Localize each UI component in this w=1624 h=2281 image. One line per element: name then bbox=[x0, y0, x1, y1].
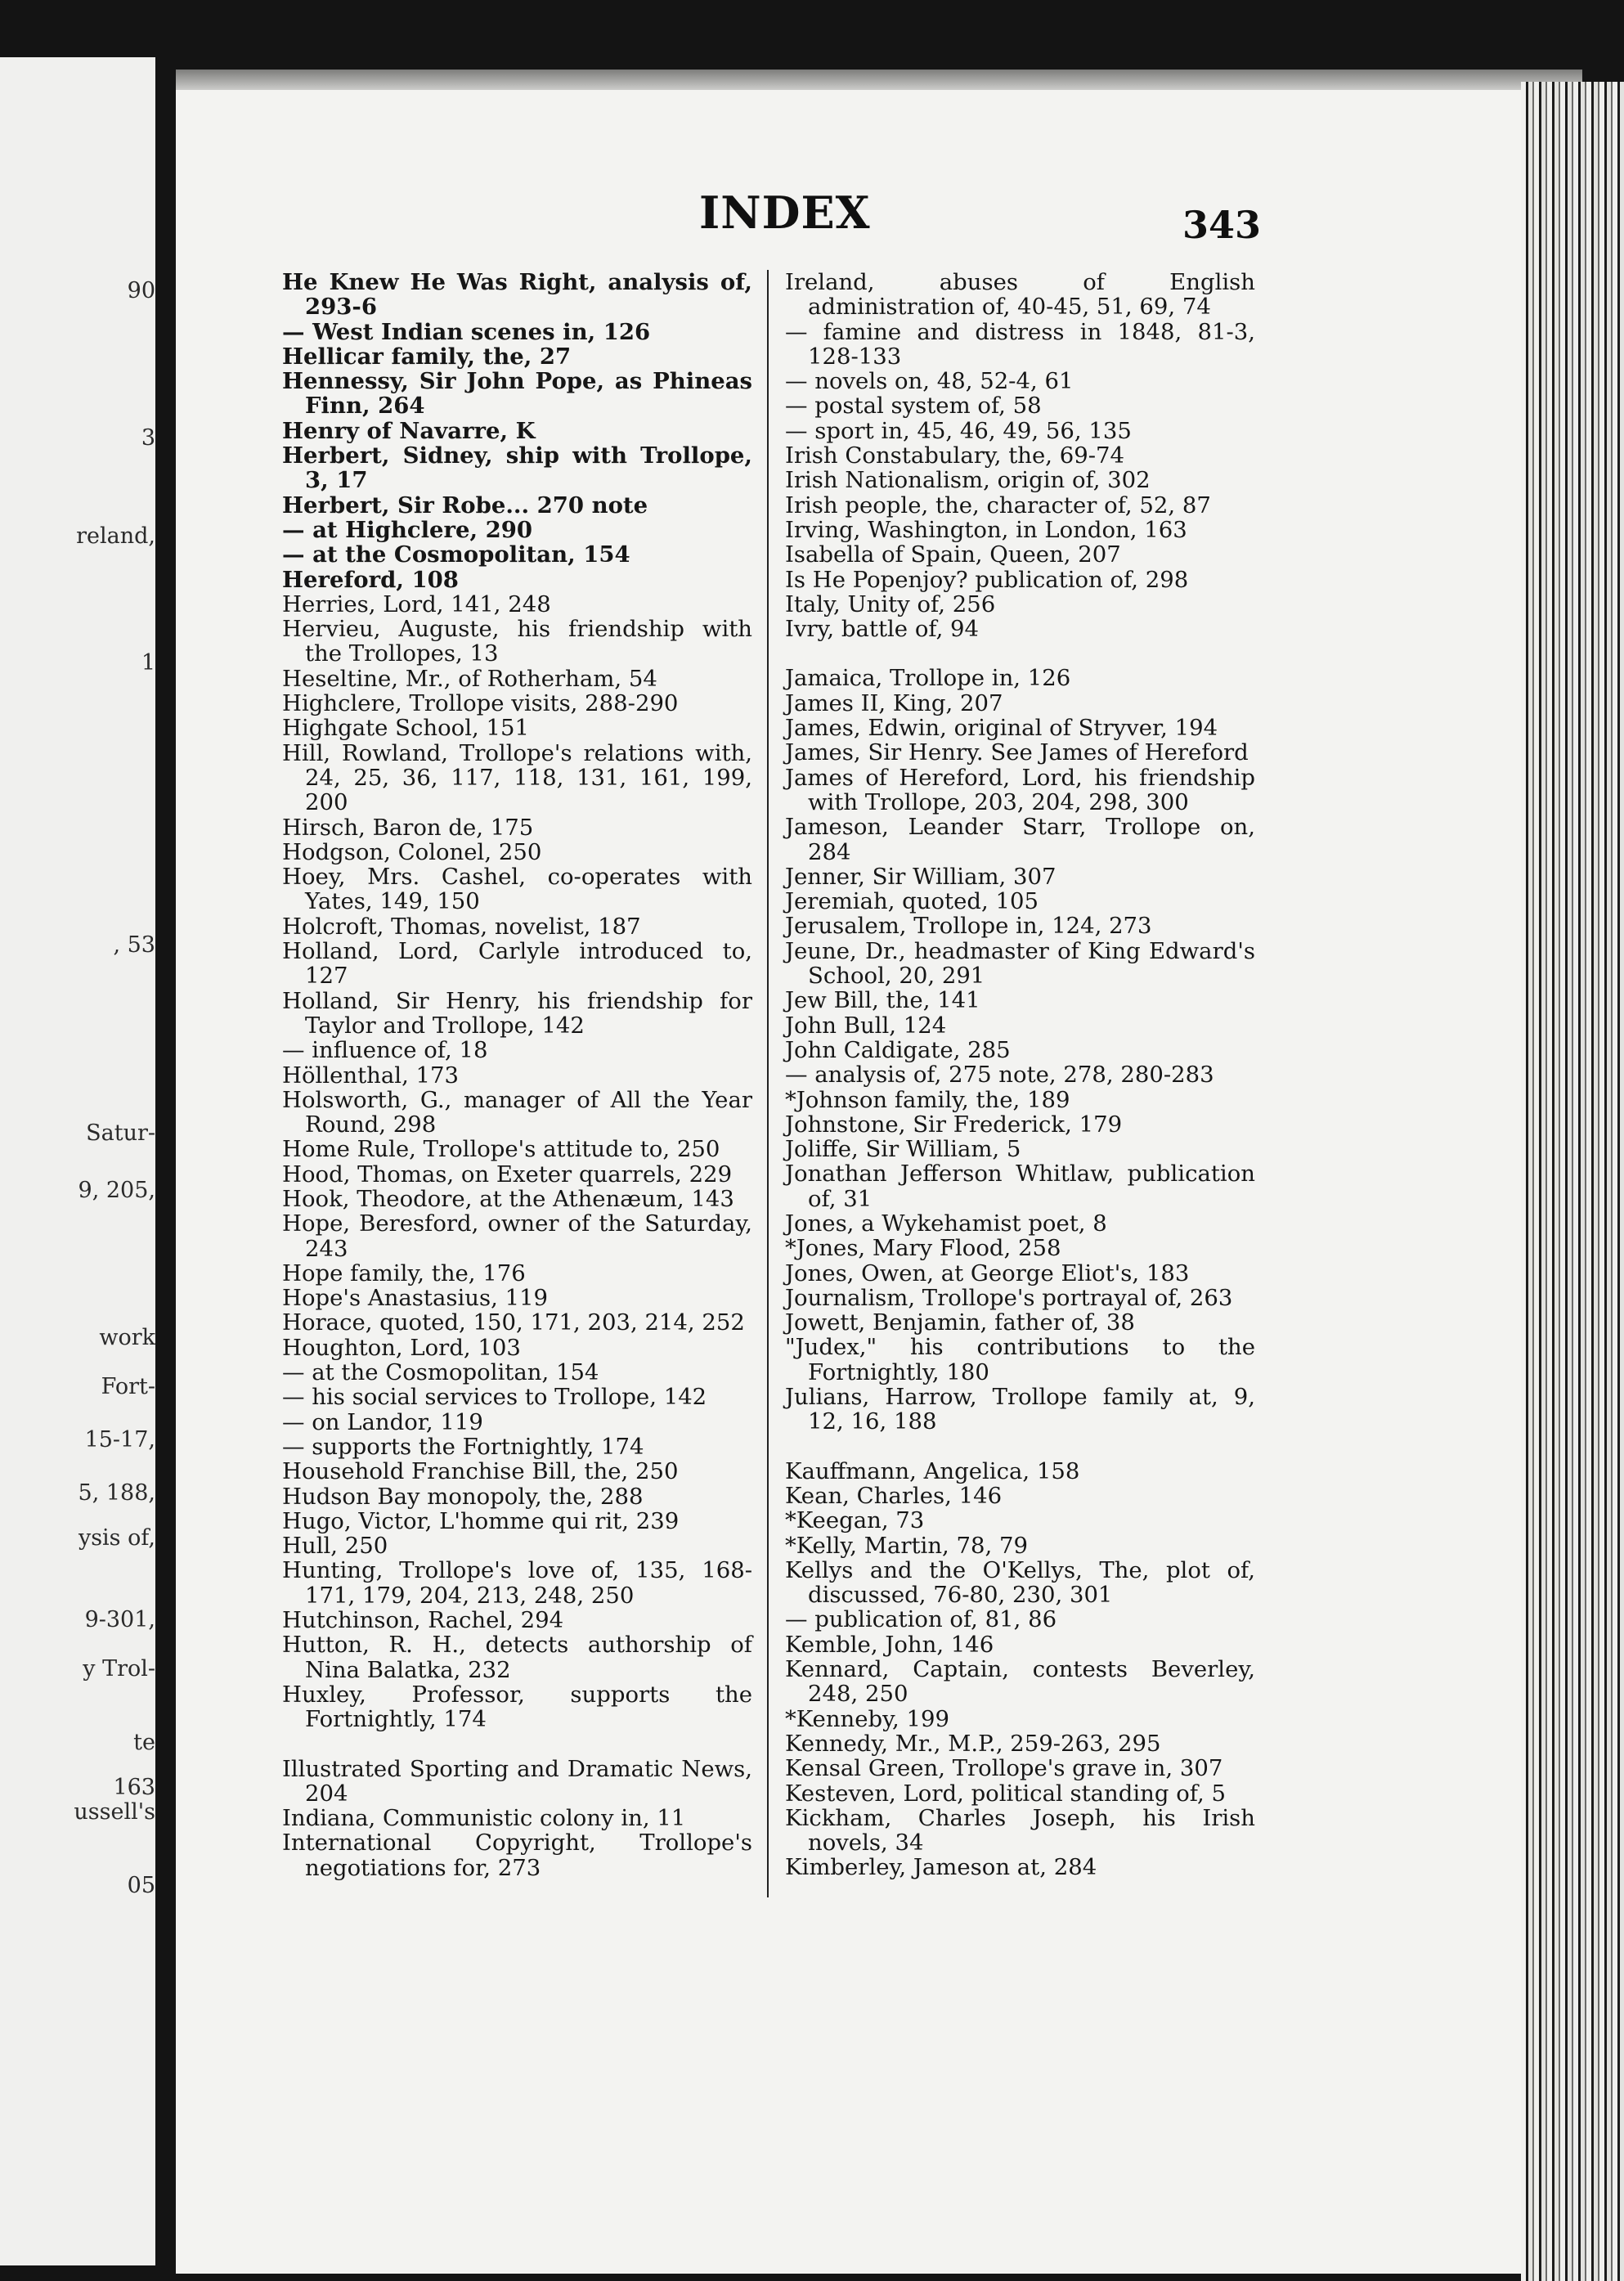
index-entry: Julians, Harrow, Trollope family at, 9, 12, 16, 188 bbox=[785, 1384, 1255, 1435]
index-entry: Holland, Lord, Carlyle introduced to, 127 bbox=[282, 938, 752, 990]
facing-page-text: 05 bbox=[127, 1873, 155, 1898]
index-entry: — publication of, 81, 86 bbox=[785, 1606, 1057, 1633]
index-entry: Hodgson, Colonel, 250 bbox=[282, 838, 542, 865]
index-entry: Highclere, Trollope visits, 288-290 bbox=[282, 690, 679, 717]
index-entry: — novels on, 48, 52-4, 61 bbox=[785, 368, 1074, 395]
index-entry: He Knew He Was Right, analysis of, 293-6 bbox=[282, 269, 752, 321]
index-entry: — his social services to Trollope, 142 bbox=[282, 1384, 707, 1411]
index-entry: Kimberley, Jameson at, 284 bbox=[785, 1854, 1097, 1881]
index-entry: Kellys and the O'Kellys, The, plot of, discussed, 76-80, 230, 301 bbox=[785, 1556, 1255, 1609]
index-entry: Kean, Charles, 146 bbox=[785, 1482, 1003, 1509]
index-entry: *Kenneby, 199 bbox=[785, 1705, 949, 1732]
index-entry: Hugo, Victor, L'homme qui rit, 239 bbox=[282, 1507, 680, 1534]
letter-section-gap bbox=[785, 641, 1255, 666]
index-entry: John Caldigate, 285 bbox=[785, 1036, 1011, 1063]
index-entry: Huxley, Professor, supports the Fortnightly, 174 bbox=[282, 1681, 752, 1733]
index-entry: Illustrated Sporting and Dramatic News, 204 bbox=[282, 1755, 752, 1807]
index-entry: Johnstone, Sir Frederick, 179 bbox=[785, 1111, 1123, 1138]
index-entry: Jerusalem, Trollope in, 124, 273 bbox=[785, 913, 1152, 940]
index-entry: James, Sir Henry. See James of Hereford bbox=[785, 739, 1249, 766]
index-column-left bbox=[282, 270, 752, 1880]
index-entry: Hellicar family, the, 27 bbox=[282, 343, 572, 370]
index-entry: Hudson Bay monopoly, the, 288 bbox=[282, 1483, 644, 1510]
letter-section-gap bbox=[785, 1435, 1255, 1459]
index-entry: — at the Cosmopolitan, 154 bbox=[282, 1359, 599, 1386]
index-entry: Kauffmann, Angelica, 158 bbox=[785, 1457, 1080, 1484]
index-entry: Ivry, battle of, 94 bbox=[785, 616, 980, 643]
index-entry: Household Franchise Bill, the, 250 bbox=[282, 1458, 679, 1485]
index-entry: Irish Nationalism, origin of, 302 bbox=[785, 467, 1151, 494]
facing-page-text: te bbox=[133, 1730, 155, 1755]
index-entry: Jowett, Benjamin, father of, 38 bbox=[785, 1309, 1135, 1336]
facing-page-text: ussell's bbox=[74, 1799, 155, 1825]
facing-page-text: 15-17, bbox=[84, 1427, 155, 1453]
index-entry: — at the Cosmopolitan, 154 bbox=[282, 541, 630, 568]
page-title: INDEX bbox=[699, 186, 871, 239]
index-entry: Irish Constabulary, the, 69-74 bbox=[785, 442, 1125, 469]
facing-page-text: 5, 188, bbox=[78, 1480, 155, 1506]
index-entry: Jeune, Dr., headmaster of King Edward's School, 20, 291 bbox=[785, 937, 1255, 990]
index-entry: Kennedy, Mr., M.P., 259-263, 295 bbox=[785, 1730, 1161, 1757]
index-entry: Indiana, Communistic colony in, 11 bbox=[282, 1805, 686, 1832]
facing-page-edge bbox=[0, 57, 155, 2265]
index-entry: Journalism, Trollope's portrayal of, 263 bbox=[785, 1284, 1233, 1311]
facing-page-text: 9-301, bbox=[84, 1607, 155, 1632]
index-entry: John Bull, 124 bbox=[785, 1012, 947, 1039]
index-entry: Holsworth, G., manager of All the Year Round, 298 bbox=[282, 1086, 752, 1138]
index-entry: Kickham, Charles Joseph, his Irish novels, 34 bbox=[785, 1804, 1255, 1857]
index-entry: Hood, Thomas, on Exeter quarrels, 229 bbox=[282, 1161, 733, 1188]
index-entry: Hill, Rowland, Trollope's relations with, 24, 25, 36, 117, 118, 131, 161, 199, 200 bbox=[282, 739, 752, 816]
facing-page-text: Satur- bbox=[86, 1120, 155, 1146]
facing-page-text: reland, bbox=[76, 523, 155, 549]
index-entry: Jew Bill, the, 141 bbox=[785, 987, 980, 1014]
index-entry: Jeremiah, quoted, 105 bbox=[785, 888, 1039, 915]
index-entry: Hunting, Trollope's love of, 135, 168-171, 179, 204, 213, 248, 250 bbox=[282, 1557, 752, 1609]
index-entry: Hennessy, Sir John Pope, as Phineas Finn, 264 bbox=[282, 368, 752, 420]
index-entry: Houghton, Lord, 103 bbox=[282, 1334, 521, 1361]
index-entry: James II, King, 207 bbox=[785, 689, 1003, 716]
index-entry: Joliffe, Sir William, 5 bbox=[785, 1136, 1021, 1163]
index-entry: Hutchinson, Rachel, 294 bbox=[282, 1607, 564, 1634]
index-entry: Jonathan Jefferson Whitlaw, publication of, 31 bbox=[785, 1161, 1255, 1212]
index-entry: Jones, Owen, at George Eliot's, 183 bbox=[785, 1259, 1190, 1286]
index-entry: "Judex," his contributions to the Fortnightly, 180 bbox=[785, 1334, 1255, 1385]
index-entry: — famine and distress in 1848, 81-3, 128-133 bbox=[785, 318, 1255, 370]
index-column-right bbox=[785, 270, 1255, 1880]
index-entry: — postal system of, 58 bbox=[785, 393, 1042, 420]
index-entry: James of Hereford, Lord, his friendship with Trollope, 203, 204, 298, 300 bbox=[785, 764, 1255, 815]
index-entry: Hope's Anastasius, 119 bbox=[282, 1285, 549, 1312]
index-entry: — at Highclere, 290 bbox=[282, 516, 533, 543]
index-entry: — influence of, 18 bbox=[282, 1037, 488, 1064]
index-entry: Herbert, Sidney, ship with Trollope, 3, 17 bbox=[282, 442, 752, 494]
index-entry: *Kelly, Martin, 78, 79 bbox=[785, 1532, 1028, 1559]
index-entry: Hook, Theodore, at the Athenæum, 143 bbox=[282, 1185, 734, 1212]
index-entry: *Jones, Mary Flood, 258 bbox=[785, 1235, 1061, 1262]
facing-page-text: 163 bbox=[113, 1775, 155, 1800]
index-entry: Kesteven, Lord, political standing of, 5 bbox=[785, 1780, 1226, 1807]
facing-page-text: work bbox=[99, 1325, 155, 1350]
index-entry: Hope, Beresford, owner of the Saturday, 243 bbox=[282, 1210, 752, 1262]
index-entry: Holland, Sir Henry, his friendship for Taylor and Trollope, 142 bbox=[282, 987, 752, 1039]
index-entry: Höllenthal, 173 bbox=[282, 1062, 460, 1089]
index-entry: Kemble, John, 146 bbox=[785, 1631, 994, 1658]
index-entry: Irving, Washington, in London, 163 bbox=[785, 516, 1187, 543]
index-entry: Jamaica, Trollope in, 126 bbox=[785, 665, 1071, 692]
page-number: 343 bbox=[1182, 203, 1262, 247]
facing-page-text: ysis of, bbox=[78, 1525, 155, 1551]
index-entry: Hoey, Mrs. Cashel, co-operates with Yates, 149, 150 bbox=[282, 864, 752, 915]
index-entry: Holcroft, Thomas, novelist, 187 bbox=[282, 913, 641, 940]
index-entry: — supports the Fortnightly, 174 bbox=[282, 1433, 644, 1460]
index-entry: Kennard, Captain, contests Beverley, 248, 250 bbox=[785, 1656, 1255, 1708]
index-entry: Hull, 250 bbox=[282, 1533, 388, 1560]
facing-page-text: 90 bbox=[127, 278, 155, 303]
index-entry: Ireland, abuses of English administration of, 40-45, 51, 69, 74 bbox=[785, 269, 1255, 321]
book-page-edges bbox=[1521, 82, 1624, 2281]
index-entry: Hervieu, Auguste, his friendship with the Trollopes, 13 bbox=[282, 616, 752, 667]
index-entry: Herries, Lord, 141, 248 bbox=[282, 590, 551, 617]
index-entry: Hereford, 108 bbox=[282, 566, 459, 593]
facing-page-text: Fort- bbox=[101, 1374, 155, 1399]
facing-page-text: 1 bbox=[141, 650, 155, 676]
index-entry: Is He Popenjoy? publication of, 298 bbox=[785, 566, 1189, 593]
index-entry: Hope family, the, 176 bbox=[282, 1259, 526, 1286]
index-entry: Highgate School, 151 bbox=[282, 715, 529, 742]
index-entry: Italy, Unity of, 256 bbox=[785, 590, 996, 617]
index-entry: — sport in, 45, 46, 49, 56, 135 bbox=[785, 417, 1132, 444]
index-entry: Isabella of Spain, Queen, 207 bbox=[785, 541, 1121, 568]
facing-page-text: 9, 205, bbox=[78, 1178, 155, 1203]
index-entry: — analysis of, 275 note, 278, 280-283 bbox=[785, 1062, 1214, 1089]
index-entry: Horace, quoted, 150, 171, 203, 214, 252 bbox=[282, 1309, 745, 1336]
index-entry: Hirsch, Baron de, 175 bbox=[282, 814, 534, 841]
facing-page-text: 3 bbox=[141, 425, 155, 451]
index-entry: Heseltine, Mr., of Rotherham, 54 bbox=[282, 665, 657, 692]
letter-section-gap bbox=[282, 1732, 752, 1757]
index-entry: *Keegan, 73 bbox=[785, 1507, 925, 1534]
index-entry: Jones, a Wykehamist poet, 8 bbox=[785, 1210, 1107, 1237]
index-entry: Jameson, Leander Starr, Trollope on, 284 bbox=[785, 814, 1255, 865]
index-entry: Home Rule, Trollope's attitude to, 250 bbox=[282, 1136, 720, 1163]
index-entry: Herbert, Sir Robe... 270 note bbox=[282, 492, 648, 519]
facing-page-text: , 53 bbox=[113, 932, 155, 958]
index-entry: Hutton, R. H., detects authorship of Nina Balatka, 232 bbox=[282, 1632, 752, 1683]
facing-page-text: y Trol- bbox=[83, 1656, 155, 1682]
index-entry: Irish people, the, character of, 52, 87 bbox=[785, 492, 1211, 519]
index-entry: — West Indian scenes in, 126 bbox=[282, 318, 651, 345]
column-divider bbox=[767, 270, 769, 1897]
index-entry: International Copyright, Trollope's negotiations for, 273 bbox=[282, 1830, 752, 1881]
index-entry: Henry of Navarre, K bbox=[282, 417, 536, 444]
index-entry: — on Landor, 119 bbox=[282, 1408, 483, 1435]
index-entry: Kensal Green, Trollope's grave in, 307 bbox=[785, 1755, 1223, 1782]
index-entry: *Johnson family, the, 189 bbox=[785, 1086, 1070, 1113]
index-entry: Jenner, Sir William, 307 bbox=[785, 863, 1056, 890]
index-entry: James, Edwin, original of Stryver, 194 bbox=[785, 715, 1218, 742]
